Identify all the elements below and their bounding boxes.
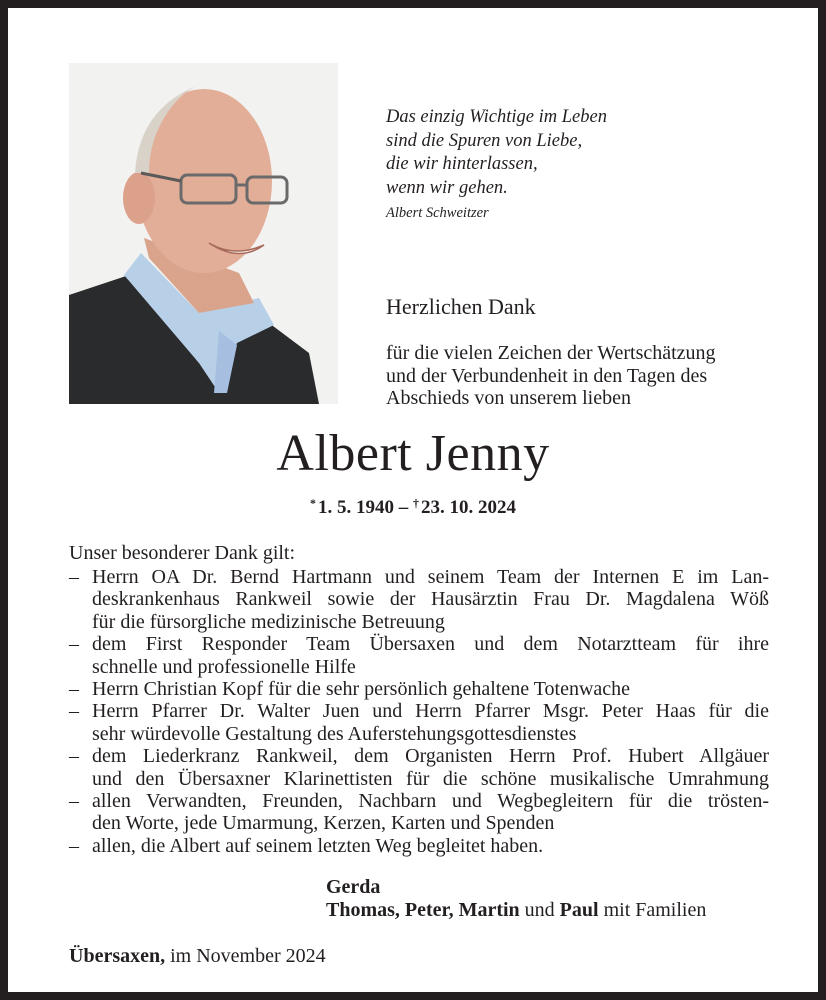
dash-bullet-icon: –	[69, 633, 79, 656]
list-item	[69, 678, 769, 700]
dash-bullet-icon: –	[69, 700, 79, 723]
date-separator: –	[398, 497, 409, 518]
list-item-line: Herrn OA Dr. Bernd Hartmann und seinem Team der Internen E im Lan-	[92, 566, 769, 588]
acknowledgements-list	[69, 566, 769, 857]
obituary-card	[8, 8, 818, 992]
list-item-line: allen, die Albert auf seinem letzten Weg begleitet haben.	[92, 834, 544, 857]
thanks-line: und der Verbundenheit in den Tagen des	[386, 364, 708, 387]
list-item-line: Herrn Christian Kopf für die sehr persönlich gehaltene Totenwache	[92, 678, 631, 701]
quote-block	[386, 106, 746, 223]
birth-star-icon: *	[310, 496, 316, 510]
list-item-line: sehr würdevolle Gestaltung des Auferstehungsgottesdienstes	[92, 722, 577, 745]
place-and-date	[69, 943, 326, 969]
list-item-line: Herrn Pfarrer Dr. Walter Juen und Herrn Pfarrer Msgr. Peter Haas für die	[92, 700, 769, 723]
portrait-illustration	[69, 63, 338, 404]
list-item-line: und den Übersaxner Klarinettisten für die schöne musikalische Umrahmung	[92, 767, 769, 790]
closing-date: im November 2024	[165, 945, 326, 967]
birth-date: 1. 5. 1940	[318, 497, 394, 518]
dash-bullet-icon: –	[69, 745, 79, 768]
list-item-line: deskrankenhaus Rankweil sowie der Hausärztin Frau Dr. Magdalena Wöß	[92, 588, 769, 611]
quote-author: Albert Schweitzer	[386, 205, 489, 221]
list-item	[69, 790, 769, 835]
quote-line: wenn wir gehen.	[386, 177, 508, 198]
list-item-line: allen Verwandten, Freunden, Nachbarn und Wegbegleitern für die trösten-	[92, 790, 769, 813]
portrait-photo	[69, 63, 338, 404]
dash-bullet-icon: –	[69, 790, 79, 813]
place-name: Übersaxen,	[69, 945, 166, 967]
list-item-line: dem First Responder Team Übersaxen und dem Notarztteam für ihre	[92, 633, 769, 656]
death-cross-icon: †	[413, 496, 419, 510]
list-item-line: den Worte, jede Umarmung, Kerzen, Karten und Spenden	[92, 812, 555, 835]
thanks-heading: Herzlichen Dank	[386, 294, 536, 319]
dash-bullet-icon: –	[69, 834, 79, 857]
signature-last-name: Paul	[559, 899, 599, 921]
thanks-paragraph	[386, 342, 786, 410]
quote-line: die wir hinterlassen,	[386, 154, 538, 174]
list-item	[69, 633, 769, 678]
list-item-line: für die fürsorgliche medizinische Betreuung	[92, 610, 445, 633]
quote-line: Das einzig Wichtige im Leben	[386, 107, 607, 127]
list-item-line: dem Liederkranz Rankweil, dem Organisten Herrn Prof. Hubert Allgäuer	[92, 745, 769, 768]
life-dates	[8, 490, 818, 521]
signature-connector: und	[519, 899, 560, 921]
deceased-name: Albert Jenny	[276, 425, 550, 482]
list-item	[69, 745, 769, 790]
signature-line	[326, 876, 706, 899]
signature-block	[326, 876, 706, 922]
death-date: 23. 10. 2024	[421, 497, 516, 518]
dash-bullet-icon: –	[69, 566, 79, 588]
list-item	[69, 835, 769, 857]
signature-line	[326, 899, 706, 922]
list-item	[69, 700, 769, 745]
thanks-line: für die vielen Zeichen der Wertschätzung	[386, 342, 716, 364]
quote-line: sind die Spuren von Liebe,	[386, 130, 583, 151]
signature-suffix: mit Familien	[598, 899, 707, 921]
thanks-line: Abschieds von unserem lieben	[386, 387, 631, 409]
dash-bullet-icon: –	[69, 678, 79, 701]
list-item-line: schnelle und professionelle Hilfe	[92, 655, 356, 678]
signature-first-name: Gerda	[326, 876, 381, 898]
signature-names: Thomas, Peter, Martin	[326, 899, 520, 921]
list-item	[69, 566, 769, 633]
acknowledgements-intro: Unser besonderer Dank gilt:	[69, 542, 296, 564]
